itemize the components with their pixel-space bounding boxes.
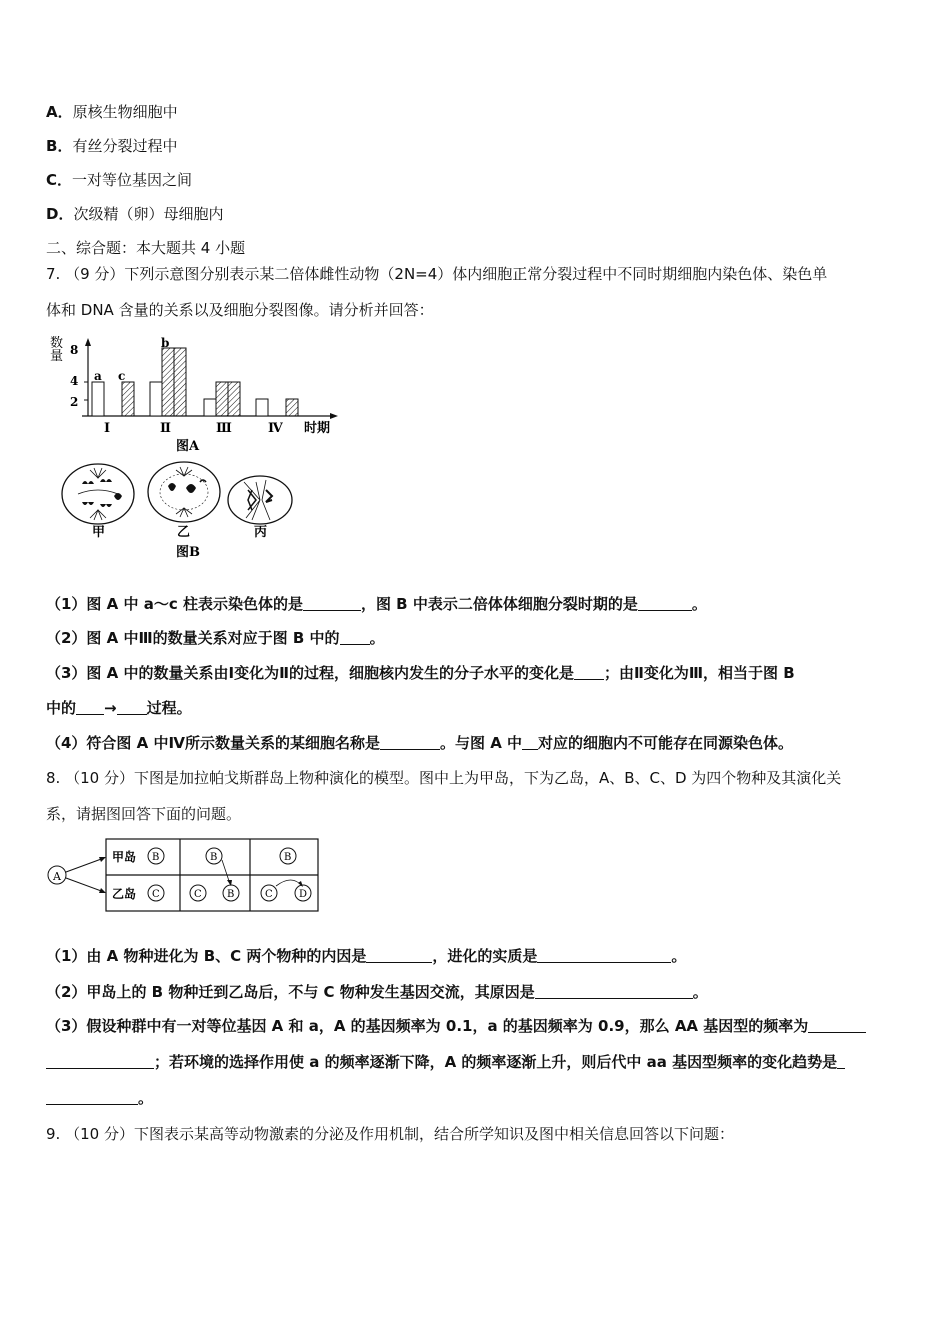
q8-sub3-line2: ；若环境的选择作用使 a 的频率逐渐下降，A 的频率逐渐上升，则后代中 aa 基因型频率的变化趋势是 <box>46 1052 845 1072</box>
bar-a-4 <box>256 399 268 416</box>
y-axis-label-2: 量 <box>50 349 64 364</box>
species-c-label: C <box>194 889 202 900</box>
option-b: B．有丝分裂过程中 <box>46 137 178 155</box>
figure-b-caption: 图B <box>176 545 200 560</box>
blank[interactable] <box>808 1018 866 1033</box>
island-top-label: 甲岛 <box>112 850 137 864</box>
y-tick-2: 2 <box>70 395 79 409</box>
q7-stem-line2: 体和 DNA 含量的关系以及细胞分裂图像。请分析并回答： <box>46 301 434 319</box>
island-bottom-label: 乙岛 <box>112 887 137 901</box>
blank[interactable] <box>76 700 104 715</box>
blank[interactable] <box>340 630 370 645</box>
q9-stem: 9. （10 分）下图表示某高等动物激素的分泌及作用机制，结合所学知识及图中相关信息回答以下问题： <box>46 1125 734 1143</box>
species-b-label: B <box>284 852 292 863</box>
species-c-label: C <box>152 889 160 900</box>
section-title: 二、综合题：本大题共 4 小题 <box>46 239 246 257</box>
blank[interactable] <box>303 596 361 611</box>
period-label-2: Ⅱ <box>160 421 171 436</box>
q8-stem-line1: 8. （10 分）下图是加拉帕戈斯群岛上物种演化的模型。图中上为甲岛，下为乙岛，A、B、C、D 为四个物种及其演化关 <box>46 769 842 787</box>
cell-bing <box>228 476 292 524</box>
option-c: C．一对等位基因之间 <box>46 171 193 189</box>
bar-c-3 <box>228 382 240 416</box>
cell-label-jia: 甲 <box>92 525 106 540</box>
bar-c-2 <box>174 348 186 416</box>
figure-a-chart <box>46 336 356 456</box>
q8-sub2: （2）甲岛上的 B 物种迁到乙岛后，不与 C 物种发生基因交流，其原因是 。 <box>46 983 708 1001</box>
bar-a-2 <box>150 382 162 416</box>
series-label-a: a <box>94 369 102 383</box>
q7-sub4: （4）符合图 A 中Ⅳ所示数量关系的某细胞名称是 。与图 A 中 对应的细胞内不可能存在同源染色体。 <box>46 734 794 752</box>
cell-jia <box>62 464 134 524</box>
island-evolution-diagram <box>44 836 324 916</box>
option-a: A．原核生物细胞中 <box>46 103 178 121</box>
blank[interactable] <box>837 1054 845 1069</box>
blank[interactable] <box>537 948 671 963</box>
cell-yi <box>148 462 220 522</box>
q7-sub2: （2）图 A 中Ⅲ的数量关系对应于图 B 中的 。 <box>46 629 385 647</box>
bar-b-3 <box>216 382 228 416</box>
y-axis-label-1: 数 <box>50 336 64 351</box>
q7-sub1: （1）图 A 中 a～c 柱表示染色体的是 ，图 B 中表示二倍体体细胞分裂时期的是 。 <box>46 595 707 613</box>
bar-c-1 <box>122 382 134 416</box>
x-axis-arrow <box>330 413 338 419</box>
x-axis-label: 时期 <box>304 421 331 436</box>
q8-stem-line2: 系，请据图回答下面的问题。 <box>46 805 242 823</box>
blank[interactable] <box>46 1090 138 1105</box>
species-d-label: D <box>299 889 308 900</box>
figure-a-caption: 图A <box>176 439 200 454</box>
q8-sub3-line1: （3）假设种群中有一对等位基因 A 和 a，A 的基因频率为 0.1，a 的基因频率为 0.9，那么 AA 基因型的频率为 <box>46 1016 866 1036</box>
figure-b-cells <box>60 452 310 564</box>
q7-stem-line1: 7. （9 分）下列示意图分别表示某二倍体雌性动物（2N=4）体内细胞正常分裂过程中不同时期细胞内染色体、染色单 <box>46 265 828 283</box>
bar-a-3 <box>204 399 216 416</box>
series-label-c: c <box>118 369 126 383</box>
bar-c-4 <box>286 399 298 416</box>
y-axis-arrow <box>85 338 91 346</box>
period-label-1: Ⅰ <box>104 421 111 436</box>
species-a-label: A <box>53 870 61 883</box>
species-b-label: B <box>227 889 235 900</box>
species-c-label: C <box>265 889 273 900</box>
cell-label-yi: 乙 <box>177 525 191 540</box>
series-label-b: b <box>161 336 170 350</box>
arrow-icon: → <box>104 699 117 717</box>
q8-sub3-line3: 。 <box>46 1088 153 1108</box>
species-b-label: B <box>152 852 160 863</box>
blank[interactable] <box>535 984 693 999</box>
bar-b-2 <box>162 348 174 416</box>
q8-sub1: （1）由 A 物种进化为 B、C 两个物种的内因是 ，进化的实质是 。 <box>46 947 687 965</box>
blank[interactable] <box>638 596 692 611</box>
period-label-3: Ⅲ <box>216 421 232 436</box>
blank[interactable] <box>522 735 538 750</box>
bar-a-1 <box>92 382 104 416</box>
q7-sub3-line1: （3）图 A 中的数量关系由Ⅰ变化为Ⅱ的过程，细胞核内发生的分子水平的变化是 ；由Ⅱ变化为Ⅲ，相当于图 B <box>46 664 795 682</box>
species-b-label: B <box>210 852 218 863</box>
blank[interactable] <box>380 735 440 750</box>
blank[interactable] <box>46 1054 154 1069</box>
period-label-4: Ⅳ <box>268 421 283 436</box>
y-tick-4: 4 <box>70 374 79 388</box>
option-d: D．次级精（卵）母细胞内 <box>46 205 224 223</box>
blank[interactable] <box>574 665 604 680</box>
q7-sub3-line2: 中的 → 过程。 <box>46 699 192 717</box>
y-tick-8: 8 <box>70 343 79 357</box>
cell-label-bing: 丙 <box>254 525 268 540</box>
blank[interactable] <box>117 700 147 715</box>
blank[interactable] <box>366 948 432 963</box>
